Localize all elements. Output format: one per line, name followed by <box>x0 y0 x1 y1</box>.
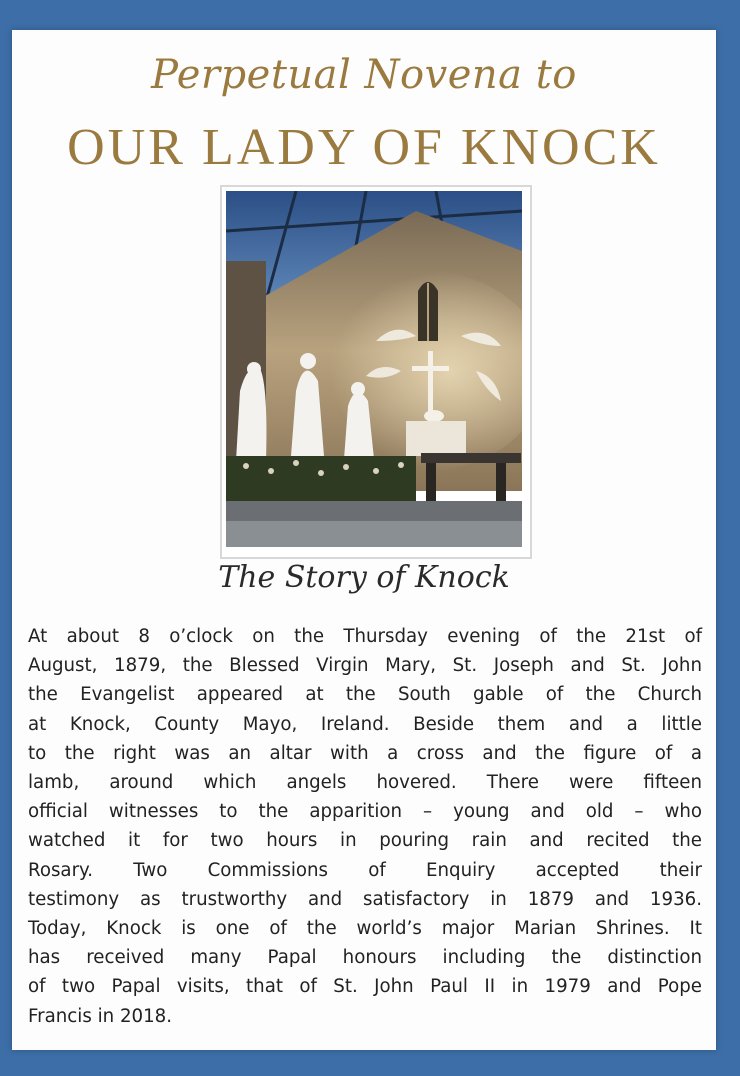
story-paragraph <box>28 622 702 1031</box>
story-line: At about 8 o’clock on the Thursday evening of the 21st of <box>28 626 702 647</box>
story-line: lamb, around which angels hovered. There were fifteen <box>28 772 702 794</box>
story-line: has received many Papal honours including the distinction <box>28 947 702 969</box>
story-line: to the right was an altar with a cross and the figure of a <box>28 742 702 764</box>
story-heading: The Story of Knock <box>218 560 510 595</box>
story-line: Francis in 2018. <box>28 1005 173 1027</box>
story-line: watched it for two hours in pouring rain and recited the <box>28 830 702 852</box>
shrine-photo-illustration <box>226 191 522 547</box>
story-line: Today, Knock is one of the world’s major Marian Shrines. It <box>28 918 702 940</box>
story-line: testimony as trustworthy and satisfactory in 1879 and 1936. <box>28 888 702 910</box>
story-line: official witnesses to the apparition – young and old – who <box>28 801 702 823</box>
story-line: Rosary. Two Commissions of Enquiry accepted their <box>28 859 702 881</box>
story-line: the Evangelist appeared at the South gable of the Church <box>28 684 702 706</box>
title-line-1: Perpetual Novena to <box>151 52 577 98</box>
shrine-photo <box>220 185 532 559</box>
story-line: of two Papal visits, that of St. John Paul II in 1979 and Pope <box>28 976 702 998</box>
title-line-2: OUR LADY OF KNOCK <box>67 119 661 176</box>
story-line: at Knock, County Mayo, Ireland. Beside them and a little <box>28 713 702 735</box>
story-line: August, 1879, the Blessed Virgin Mary, St. Joseph and St. John <box>28 655 702 677</box>
novena-card <box>12 30 716 1050</box>
